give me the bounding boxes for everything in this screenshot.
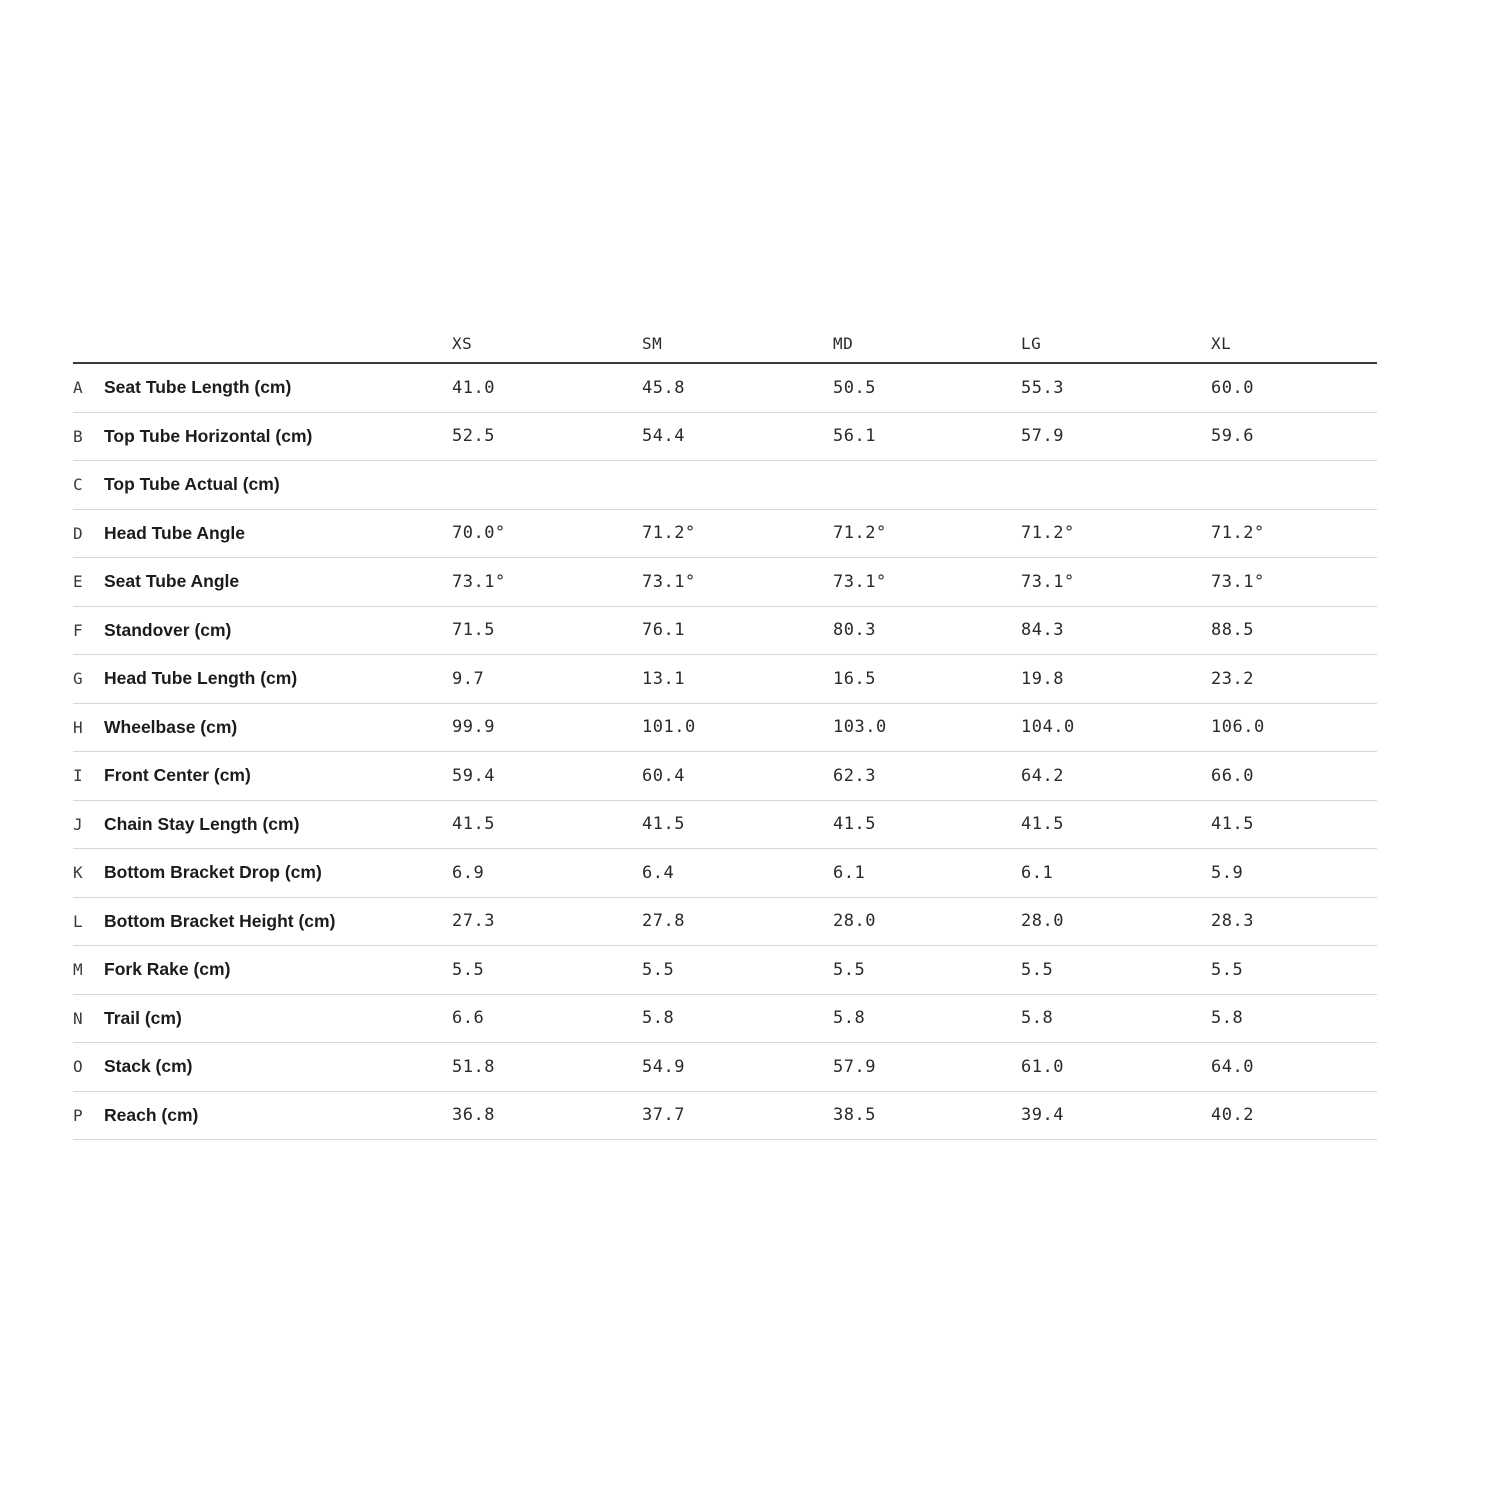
table-cell: 71.2° [1021, 523, 1075, 544]
table-cell: 73.1° [1211, 571, 1265, 592]
table-cell: 6.1 [1021, 862, 1054, 883]
table-cell: 41.0 [452, 377, 495, 398]
table-cell: 23.2 [1211, 668, 1254, 689]
table-cell: 5.5 [1211, 959, 1244, 980]
row-label: Top Tube Actual (cm) [104, 474, 280, 495]
row-letter: E [73, 572, 83, 592]
table-cell: 28.0 [833, 911, 876, 932]
column-header-xs: XS [452, 333, 473, 353]
table-row [73, 946, 1377, 995]
table-cell: 41.5 [1021, 814, 1064, 835]
table-cell: 5.5 [642, 959, 675, 980]
table-cell: 106.0 [1211, 717, 1265, 738]
table-row [73, 1092, 1377, 1141]
row-label: Stack (cm) [104, 1056, 193, 1077]
row-letter: F [73, 620, 83, 640]
table-cell: 6.6 [452, 1008, 485, 1029]
table-cell: 28.0 [1021, 911, 1064, 932]
table-cell: 6.1 [833, 862, 866, 883]
table-cell: 71.5 [452, 620, 495, 641]
table-cell: 54.9 [642, 1056, 685, 1077]
table-cell: 57.9 [1021, 426, 1064, 447]
row-label: Seat Tube Angle [104, 571, 240, 592]
row-letter: O [73, 1057, 83, 1077]
row-letter: A [73, 378, 83, 398]
table-cell: 99.9 [452, 717, 495, 738]
row-letter: H [73, 717, 83, 737]
column-header-md: MD [833, 333, 854, 353]
row-label: Top Tube Horizontal (cm) [104, 425, 313, 446]
table-cell: 101.0 [642, 717, 696, 738]
table-cell: 5.9 [1211, 862, 1244, 883]
table-cell: 5.5 [1021, 959, 1054, 980]
table-cell: 5.8 [1021, 1008, 1054, 1029]
table-cell: 5.8 [1211, 1008, 1244, 1029]
row-label: Front Center (cm) [104, 765, 251, 786]
table-body [73, 364, 1377, 1140]
row-letter: G [73, 669, 83, 689]
table-cell: 73.1° [452, 571, 506, 592]
row-letter: N [73, 1008, 83, 1028]
table-cell: 59.4 [452, 765, 495, 786]
table-cell: 38.5 [833, 1105, 876, 1126]
table-cell: 80.3 [833, 620, 876, 641]
table-cell: 51.8 [452, 1056, 495, 1077]
row-letter: D [73, 523, 83, 543]
table-cell: 5.5 [833, 959, 866, 980]
table-cell: 45.8 [642, 377, 685, 398]
table-row [73, 849, 1377, 898]
row-label: Fork Rake (cm) [104, 959, 231, 980]
row-label: Trail (cm) [104, 1007, 182, 1028]
row-letter: P [73, 1105, 83, 1125]
row-letter: B [73, 426, 83, 446]
row-label: Head Tube Length (cm) [104, 668, 298, 689]
table-cell: 73.1° [1021, 571, 1075, 592]
table-cell: 9.7 [452, 668, 485, 689]
table-cell: 5.8 [642, 1008, 675, 1029]
table-row [73, 413, 1377, 462]
row-label: Chain Stay Length (cm) [104, 813, 300, 834]
table-cell: 76.1 [642, 620, 685, 641]
table-cell: 52.5 [452, 426, 495, 447]
table-cell: 41.5 [1211, 814, 1254, 835]
row-label: Reach (cm) [104, 1104, 199, 1125]
geometry-table [73, 324, 1377, 1140]
table-header-row [73, 324, 1377, 364]
table-cell: 71.2° [1211, 523, 1265, 544]
table-cell: 66.0 [1211, 765, 1254, 786]
table-cell: 41.5 [833, 814, 876, 835]
table-cell: 28.3 [1211, 911, 1254, 932]
table-cell: 84.3 [1021, 620, 1064, 641]
row-letter: L [73, 911, 83, 931]
table-row [73, 655, 1377, 704]
table-row [73, 1043, 1377, 1092]
column-header-lg: LG [1021, 333, 1042, 353]
table-cell: 60.4 [642, 765, 685, 786]
table-cell: 55.3 [1021, 377, 1064, 398]
table-cell: 37.7 [642, 1105, 685, 1126]
column-header-sm: SM [642, 333, 663, 353]
row-letter: J [73, 814, 83, 834]
table-cell: 61.0 [1021, 1056, 1064, 1077]
table-cell: 88.5 [1211, 620, 1254, 641]
table-cell: 41.5 [452, 814, 495, 835]
table-cell: 40.2 [1211, 1105, 1254, 1126]
table-row [73, 801, 1377, 850]
table-cell: 56.1 [833, 426, 876, 447]
row-letter: I [73, 766, 83, 786]
table-cell: 70.0° [452, 523, 506, 544]
table-cell: 62.3 [833, 765, 876, 786]
table-row [73, 558, 1377, 607]
table-cell: 39.4 [1021, 1105, 1064, 1126]
table-cell: 19.8 [1021, 668, 1064, 689]
table-row [73, 510, 1377, 559]
table-cell: 6.9 [452, 862, 485, 883]
table-row [73, 898, 1377, 947]
table-row [73, 704, 1377, 753]
table-cell: 59.6 [1211, 426, 1254, 447]
table-cell: 57.9 [833, 1056, 876, 1077]
table-row [73, 364, 1377, 413]
table-cell: 71.2° [833, 523, 887, 544]
table-cell: 60.0 [1211, 377, 1254, 398]
row-letter: C [73, 475, 83, 495]
table-row [73, 752, 1377, 801]
row-letter: M [73, 960, 83, 980]
table-cell: 73.1° [642, 571, 696, 592]
row-label: Head Tube Angle [104, 522, 245, 543]
table-cell: 104.0 [1021, 717, 1075, 738]
table-cell: 64.2 [1021, 765, 1064, 786]
table-cell: 103.0 [833, 717, 887, 738]
table-row [73, 607, 1377, 656]
table-cell: 13.1 [642, 668, 685, 689]
table-cell: 64.0 [1211, 1056, 1254, 1077]
column-header-xl: XL [1211, 333, 1232, 353]
table-cell: 5.5 [452, 959, 485, 980]
table-row [73, 461, 1377, 510]
table-row [73, 995, 1377, 1044]
table-cell: 50.5 [833, 377, 876, 398]
table-cell: 6.4 [642, 862, 675, 883]
row-label: Standover (cm) [104, 619, 232, 640]
table-cell: 27.3 [452, 911, 495, 932]
table-cell: 16.5 [833, 668, 876, 689]
row-label: Seat Tube Length (cm) [104, 377, 292, 398]
table-cell: 36.8 [452, 1105, 495, 1126]
row-label: Wheelbase (cm) [104, 716, 238, 737]
row-label: Bottom Bracket Height (cm) [104, 910, 336, 931]
table-cell: 5.8 [833, 1008, 866, 1029]
table-cell: 54.4 [642, 426, 685, 447]
table-cell: 41.5 [642, 814, 685, 835]
table-cell: 73.1° [833, 571, 887, 592]
table-cell: 27.8 [642, 911, 685, 932]
table-cell: 71.2° [642, 523, 696, 544]
row-letter: K [73, 863, 83, 883]
row-label: Bottom Bracket Drop (cm) [104, 862, 322, 883]
